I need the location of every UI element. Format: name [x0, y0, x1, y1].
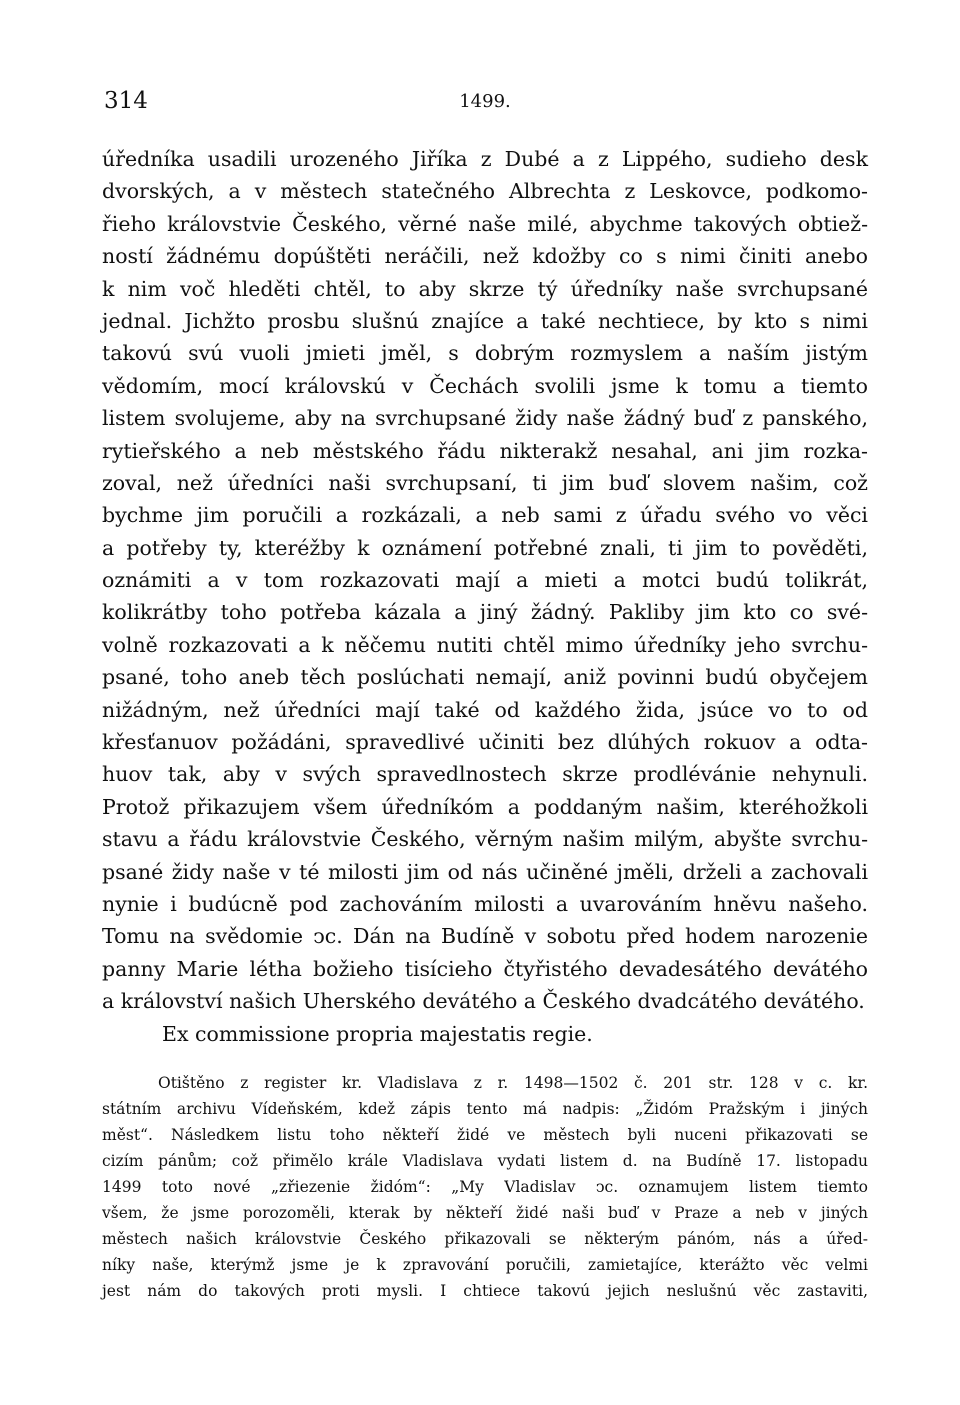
text-line: jednal. Jichžto prosbu slušnú znajíce a také nechtiece, by kto s nimi [102, 308, 868, 333]
text-line: Tomu na svědomie ͻc. Dán na Budíně v sobotu před hodem narozenie [102, 924, 868, 949]
text-line: a království našich Uherského devátého a Českého dvadcátého devátého. [102, 989, 865, 1014]
note-line: městech našich královstvie Českého přikazovali se některým pánóm, nás a úřed- [102, 1230, 868, 1248]
note-line: měst“. Následkem listu toho někteří židé ve městech byli nuceni přikazovati se [102, 1126, 868, 1144]
main-text [102, 143, 868, 1050]
note-line: níky naše, kterýmž jsme je k zpravování poručili, zamietajíce, kterážto věc velmi [102, 1256, 868, 1274]
text-line: bychme jim poručili a rozkázali, a neb sami z úřadu svého vo věci [102, 503, 868, 528]
note-line: cizím pánům; což přimělo krále Vladislava vydati listem d. na Budíně 17. listopadu [102, 1152, 868, 1170]
text-line: psané židy naše v té milosti jim od nás učiněné jměli, drželi a zachovali [102, 859, 868, 884]
text-line: panny Marie létha božieho tisícieho čtyřistého devadesátého devátého [102, 956, 868, 981]
note-line: Otištěno z register kr. Vladislava z r. 1498—1502 č. 201 str. 128 v c. kr. [158, 1074, 868, 1092]
page-header [104, 88, 866, 120]
text-line: oznámiti a v tom rozkazovati mají a mieti a motci budú tolikrát, [102, 568, 868, 593]
signoff-line: Ex commissione propria majestatis regie. [162, 1021, 593, 1046]
text-line: psané, toho aneb těch poslúchati nemají, aniž povinni budú obyčejem [102, 665, 868, 690]
text-line: k nim voč hleděti chtěl, to aby skrze tý úředníky naše svrchupsané [102, 276, 868, 301]
text-line: úředníka usadili urozeného Jiříka z Dubé a z Lippého, sudieho desk [102, 147, 868, 171]
text-line: řieho královstvie Českého, věrné naše milé, abychme takových obtiež- [102, 211, 868, 236]
text-line: dvorských, a v městech statečného Albrechta z Leskovce, podkomo- [102, 179, 868, 204]
note-line: všem, že jsme porozoměli, kterak by někteří židé naši buď v Praze a neb v jiných [102, 1204, 868, 1222]
text-line: kolikrátby toho potřeba kázala a jiný žádný. Pakliby jim kto co své- [102, 600, 868, 625]
text-line: stavu a řádu královstvie Českého, věrným našim milým, abyšte svrchu- [102, 827, 868, 852]
note-line: státním archivu Vídeňském, kdež zápis tento má nadpis: „Židóm Pražským i jiných [102, 1100, 868, 1118]
note-line: jest nám do takových proti mysli. I chtiece takovú jejich neslušnú věc zastaviti, [102, 1282, 868, 1300]
text-line: křesťanuov požádáni, spravedlivé učiniti bez dlúhých rokuov a odta- [102, 730, 868, 755]
text-line: nižádným, než úředníci mají také od každého žida, jsúce vo to od [102, 697, 868, 722]
running-head-year: 1499. [459, 91, 511, 112]
text-line: ností žádnému dopúštěti neráčili, než kdožby co s nimi činiti anebo [102, 244, 868, 269]
text-line: Protož přikazujem všem úředníkóm a poddaným našim, kteréhožkoli [102, 794, 868, 819]
text-line: zoval, než úředníci naši svrchupsaní, ti jim buď slovem našim, což [102, 470, 868, 495]
editorial-note [102, 1070, 868, 1304]
text-line: nynie i budúcně pod zachováním milosti a uvarováním hněvu našeho. [102, 891, 868, 916]
text-line: listem svolujeme, aby na svrchupsané židy naše žádný buď z panského, [102, 406, 868, 431]
text-line: volně rozkazovati a k něčemu nutiti chtěl mimo úředníky jeho svrchu- [102, 632, 868, 657]
text-line: huov tak, aby v svých spravedlnostech skrze prodlévánie nehynuli. [102, 762, 868, 787]
text-line: takovú svú vuoli jmieti jměl, s dobrým rozmyslem a naším jistým [102, 341, 868, 366]
text-line: vědomím, mocí královskú v Čechách svolili jsme k tomu a tiemto [102, 373, 868, 398]
page-number: 314 [104, 88, 148, 114]
text-line: a potřeby ty, kteréžby k oznámení potřebné znali, ti jim to pověděti, [102, 535, 868, 560]
note-line: 1499 toto nové „zřiezenie židóm“: „My Vladislav ͻc. oznamujem listem tiemto [102, 1178, 868, 1196]
text-line: rytieřského a neb městského řádu nikterakž nesahal, ani jim rozka- [102, 438, 868, 463]
